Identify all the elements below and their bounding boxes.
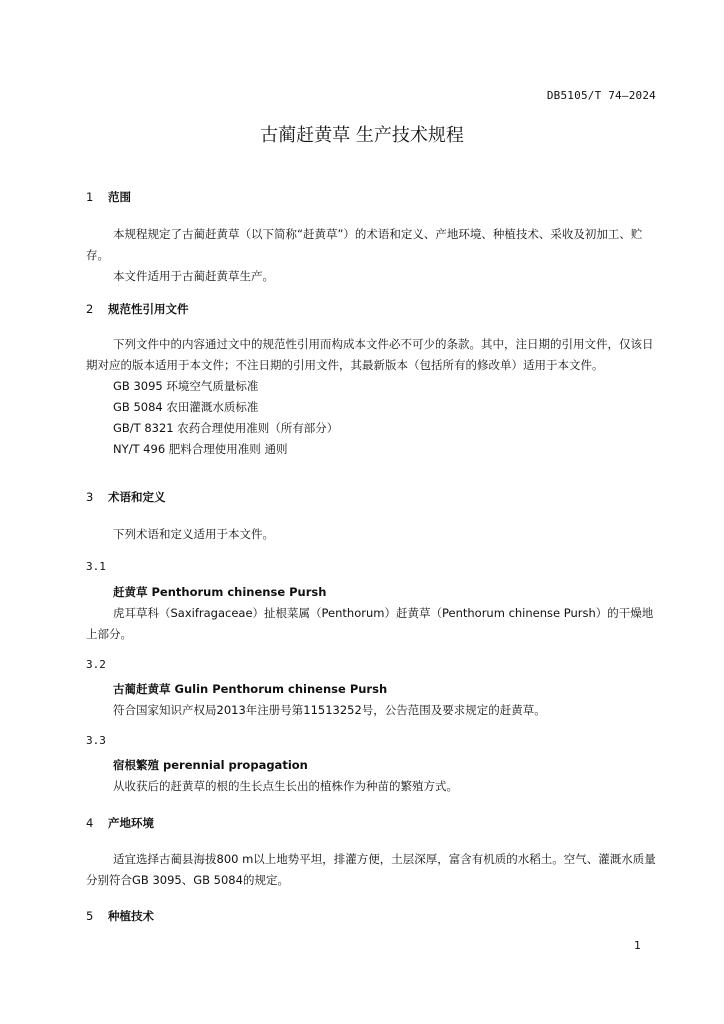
term-3-1 (86, 582, 658, 645)
section-number: 5 (86, 909, 94, 923)
section-number: 3 (86, 490, 94, 504)
subsection-number: 3.3 (86, 734, 106, 747)
page-number: 1 (634, 939, 641, 952)
term-definition: 虎耳草科（Saxifragaceae）扯根菜属（Penthorum）赶黄草（Penthorum chinense Pursh）的干燥地上部分。 (86, 606, 654, 641)
subsection-number: 3.1 (86, 560, 106, 573)
subsection-number: 3.2 (86, 658, 106, 671)
section-number: 4 (86, 816, 94, 830)
paragraph: 适宜选择古蔺县海拔800 m以上地势平坦，排灌方便，土层深厚，富含有机质的水稻土。空气、灌溉水质量分别符合GB 3095、GB 5084的规定。 (86, 852, 656, 887)
section-3-heading (86, 487, 658, 508)
term-title: 赶黄草 Penthorum chinense Pursh (113, 585, 327, 599)
section-number: 1 (86, 190, 94, 204)
section-1-heading (86, 187, 658, 208)
document-number: DB5105/T 74—2024 (546, 89, 656, 102)
section-1-body (86, 224, 658, 287)
term-definition: 从收获后的赶黄草的根的生长点生长出的植株作为种苗的繁殖方式。 (113, 779, 458, 793)
term-3-3 (86, 755, 658, 797)
section-title: 产地环境 (108, 816, 154, 830)
section-title: 范围 (108, 190, 131, 204)
section-4-body (86, 849, 658, 891)
term-3-2-number (86, 654, 658, 675)
section-2-body (86, 334, 658, 460)
term-3-1-number (86, 556, 658, 577)
paragraph: 本文件适用于古蔺赶黄草生产。 (113, 269, 274, 283)
term-definition: 符合国家知识产权局2013年注册号第11513252号，公告范围及要求规定的赶黄草。 (113, 703, 546, 717)
section-title: 种植技术 (108, 909, 154, 923)
term-title: 宿根繁殖 perennial propagation (113, 758, 308, 772)
section-title: 规范性引用文件 (108, 302, 189, 316)
reference-item: GB/T 8321 农药合理使用准则（所有部分） (113, 421, 339, 435)
paragraph: 下列文件中的内容通过文中的规范性引用而构成本文件必不可少的条款。其中，注日期的引用文件，仅该日期对应的版本适用于本文件；不注日期的引用文件，其最新版本（包括所有的修改单）适用于本文件。 (86, 337, 654, 372)
term-3-2 (86, 679, 658, 721)
page-title: 古蔺赶黄草 生产技术规程 (260, 125, 464, 146)
paragraph: 本规程规定了古蔺赶黄草（以下简称“赶黄草”）的术语和定义、产地环境、种植技术、采收及初加工、贮存。 (86, 227, 643, 262)
reference-item: GB 5084 农田灌溉水质标准 (113, 400, 259, 414)
section-4-heading (86, 813, 658, 834)
section-5-heading (86, 906, 658, 927)
section-3-intro (86, 524, 658, 545)
section-title: 术语和定义 (108, 490, 166, 504)
term-3-3-number (86, 730, 658, 751)
section-2-heading (86, 299, 658, 320)
paragraph: 下列术语和定义适用于本文件。 (113, 527, 274, 541)
section-number: 2 (86, 302, 94, 316)
reference-item: NY/T 496 肥料合理使用准则 通则 (113, 442, 288, 456)
term-title: 古蔺赶黄草 Gulin Penthorum chinense Pursh (113, 682, 388, 696)
reference-item: GB 3095 环境空气质量标准 (113, 379, 259, 393)
